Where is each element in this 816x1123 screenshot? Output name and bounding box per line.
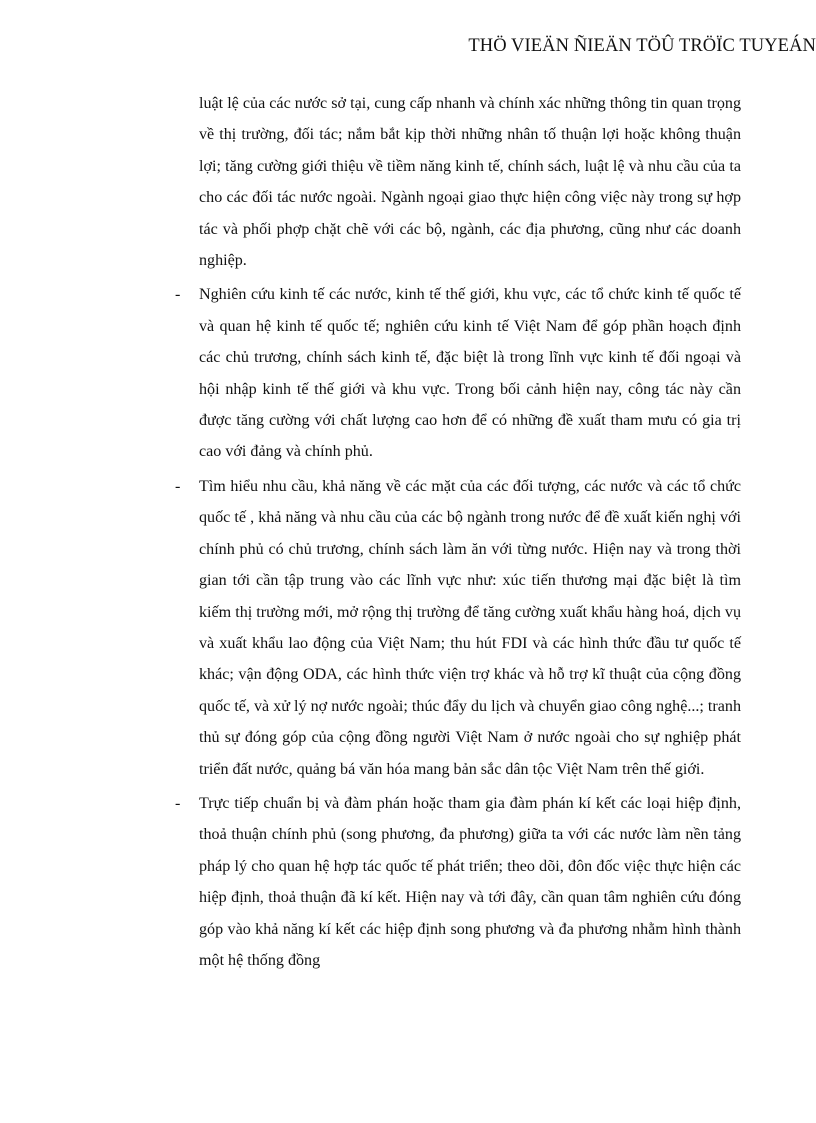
list-bullet: -	[175, 794, 181, 812]
document-body	[175, 88, 741, 976]
list-item	[175, 788, 741, 976]
list-item	[175, 279, 741, 467]
list-item	[175, 471, 741, 785]
list-item-text: Trực tiếp chuẩn bị và đàm phán hoặc tham gia đàm phán kí kết các loại hiệp định, thoả thuận chính phủ (song phương, đa phương) giữa ta với các nước làm nền tảng pháp lý cho quan hệ hợp tác quốc tế phát triển; theo dõi, đôn đốc việc thực hiện các hiệp định, thoả thuận đã kí kết. Hiện nay và tới đây, cần quan tâm nghiên cứu đóng góp vào khả năng kí kết các hiệp định song phương và đa phương nhằm hình thành một hệ thống đồng	[199, 794, 741, 969]
page-header-title: THÖ VIEÄN ÑIEÄN TÖÛ TRÖÏC TUYEÁN	[468, 36, 816, 56]
list-item-text: Tìm hiểu nhu cầu, khả năng về các mặt của các đối tượng, các nước và các tổ chức quốc tế , khả năng và nhu cầu của các bộ ngành trong nước để đề xuất kiến nghị với chính phủ có chủ trương, chính sách làm ăn với từng nước. Hiện nay và trong thời gian tới cần tập trung vào các lĩnh vực như: xúc tiến thương mại đặc biệt là tìm kiếm thị trường mới, mở rộng thị trường để tăng cường xuất khẩu hàng hoá, dịch vụ và xuất khẩu lao động của Việt Nam; thu hút FDI và các hình thức đầu tư quốc tế khác; vận động ODA, các hình thức viện trợ khác và hỗ trợ kĩ thuật của cộng đồng quốc tế, và xử lý nợ nước ngoài; thúc đẩy du lịch và chuyển giao công nghệ...; tranh thủ sự đóng góp của cộng đồng người Việt Nam ở nước ngoài cho sự nghiệp phát triển đất nước, quảng bá văn hóa mang bản sắc dân tộc Việt Nam trên thế giới.	[199, 477, 741, 778]
list-bullet: -	[175, 477, 181, 495]
intro-paragraph: luật lệ của các nước sở tại, cung cấp nhanh và chính xác những thông tin quan trọng về thị trường, đối tác; nắm bắt kịp thời những nhân tố thuận lợi hoặc không thuận lợi; tăng cường giới thiệu về tiềm năng kinh tế, chính sách, luật lệ và nhu cầu của ta cho các đối tác nước ngoài. Ngành ngoại giao thực hiện công việc này trong sự hợp tác và phối phợp chặt chẽ với các bộ, ngành, các địa phương, cũng như các doanh nghiệp.	[199, 95, 741, 270]
list-item-text: Nghiên cứu kinh tế các nước, kinh tế thế giới, khu vực, các tổ chức kinh tế quốc tế và quan hệ kinh tế quốc tế; nghiên cứu kinh tế Việt Nam để góp phần hoạch định các chủ trương, chính sách kinh tế, đặc biệt là trong lĩnh vực kinh tế đối ngoại và hội nhập kinh tế thế giới và khu vực. Trong bối cảnh hiện nay, công tác này cần được tăng cường với chất lượng cao hơn để có những đề xuất tham mưu có gia trị cao với đảng và chính phủ.	[199, 286, 741, 461]
list-bullet: -	[175, 286, 181, 304]
